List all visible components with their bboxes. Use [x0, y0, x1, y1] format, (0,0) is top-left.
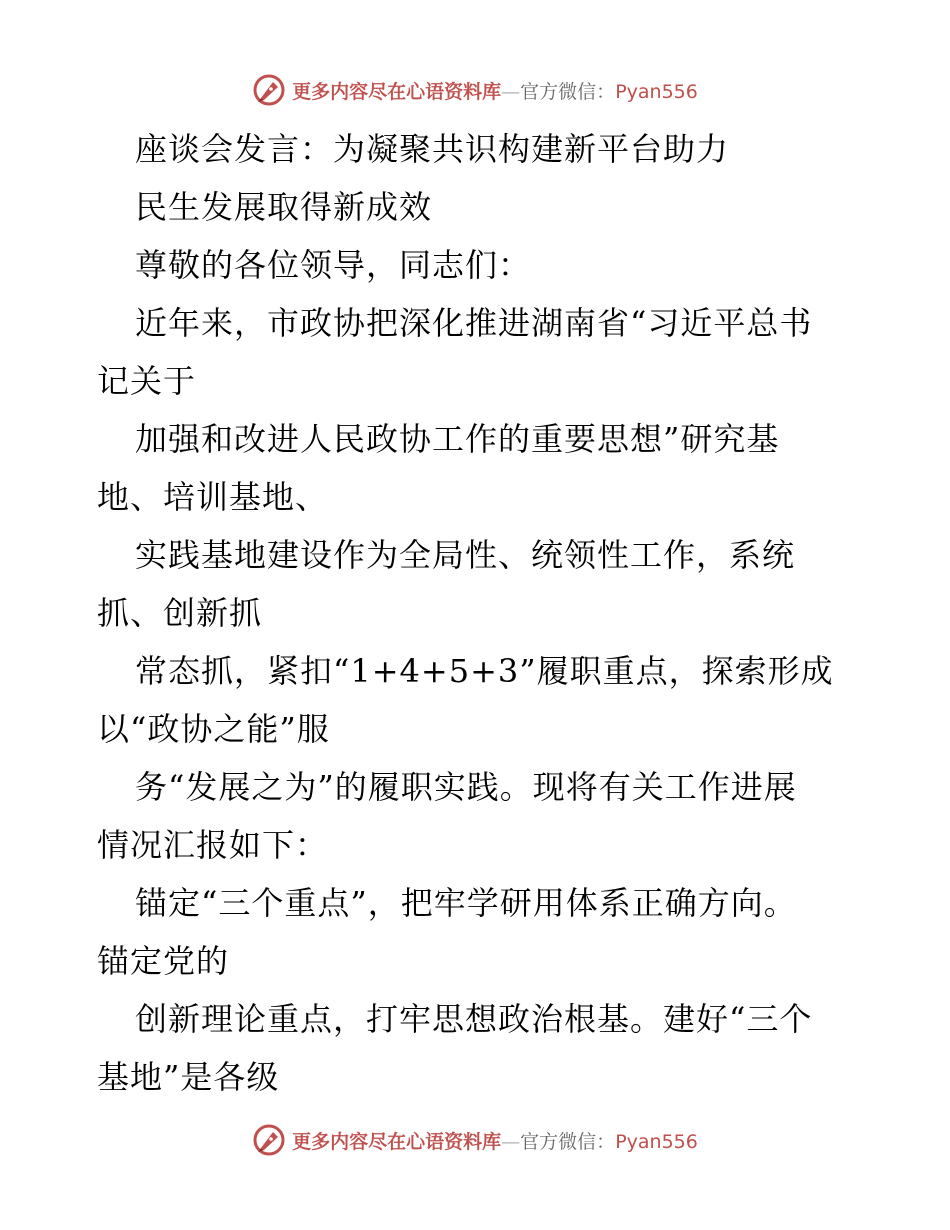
paragraph-line: 锚定党的: [97, 942, 230, 980]
banner-text: 更多内容尽在心语资料库—官方微信：Pyan556: [292, 80, 698, 103]
paragraph-line: 锚定“三个重点”，把牢学研用体系正确方向。: [135, 884, 797, 922]
header-banner: [0, 70, 950, 110]
paragraph-line: 以“政协之能”服: [97, 710, 330, 748]
salutation: 尊敬的各位领导，同志们：: [135, 246, 532, 284]
paragraph-line: 实践基地建设作为全局性、统领性工作，系统: [135, 536, 796, 574]
footer-banner: [0, 1120, 950, 1160]
banner-text: 更多内容尽在心语资料库—官方微信：Pyan556: [292, 1130, 698, 1153]
paragraph-line: 常态抓，紧扣“1+4+5+3”履职重点，探索形成: [135, 652, 834, 690]
paragraph-line: 抓、创新抓: [97, 594, 263, 632]
paragraph-line: 地、培训基地、: [97, 478, 329, 516]
pen-nib-logo-icon: [252, 1123, 286, 1157]
paragraph-line: 基地”是各级: [97, 1058, 280, 1096]
paragraph-line: 务“发展之为”的履职实践。现将有关工作进展: [135, 768, 797, 806]
document-title-line-2: 民生发展取得新成效: [135, 188, 433, 226]
paragraph-line: 创新理论重点，打牢思想政治根基。建好“三个: [135, 1000, 813, 1038]
document-title-line-1: 座谈会发言：为凝聚共识构建新平台助力: [135, 130, 730, 168]
paragraph-line: 记关于: [97, 362, 197, 400]
paragraph-line: 近年来，市政协把深化推进湖南省“习近平总书: [135, 304, 813, 342]
document-body: [97, 120, 877, 1106]
paragraph-line: 加强和改进人民政协工作的重要思想”研究基: [135, 420, 780, 458]
pen-nib-logo-icon: [252, 73, 286, 107]
paragraph-line: 情况汇报如下：: [97, 826, 329, 864]
